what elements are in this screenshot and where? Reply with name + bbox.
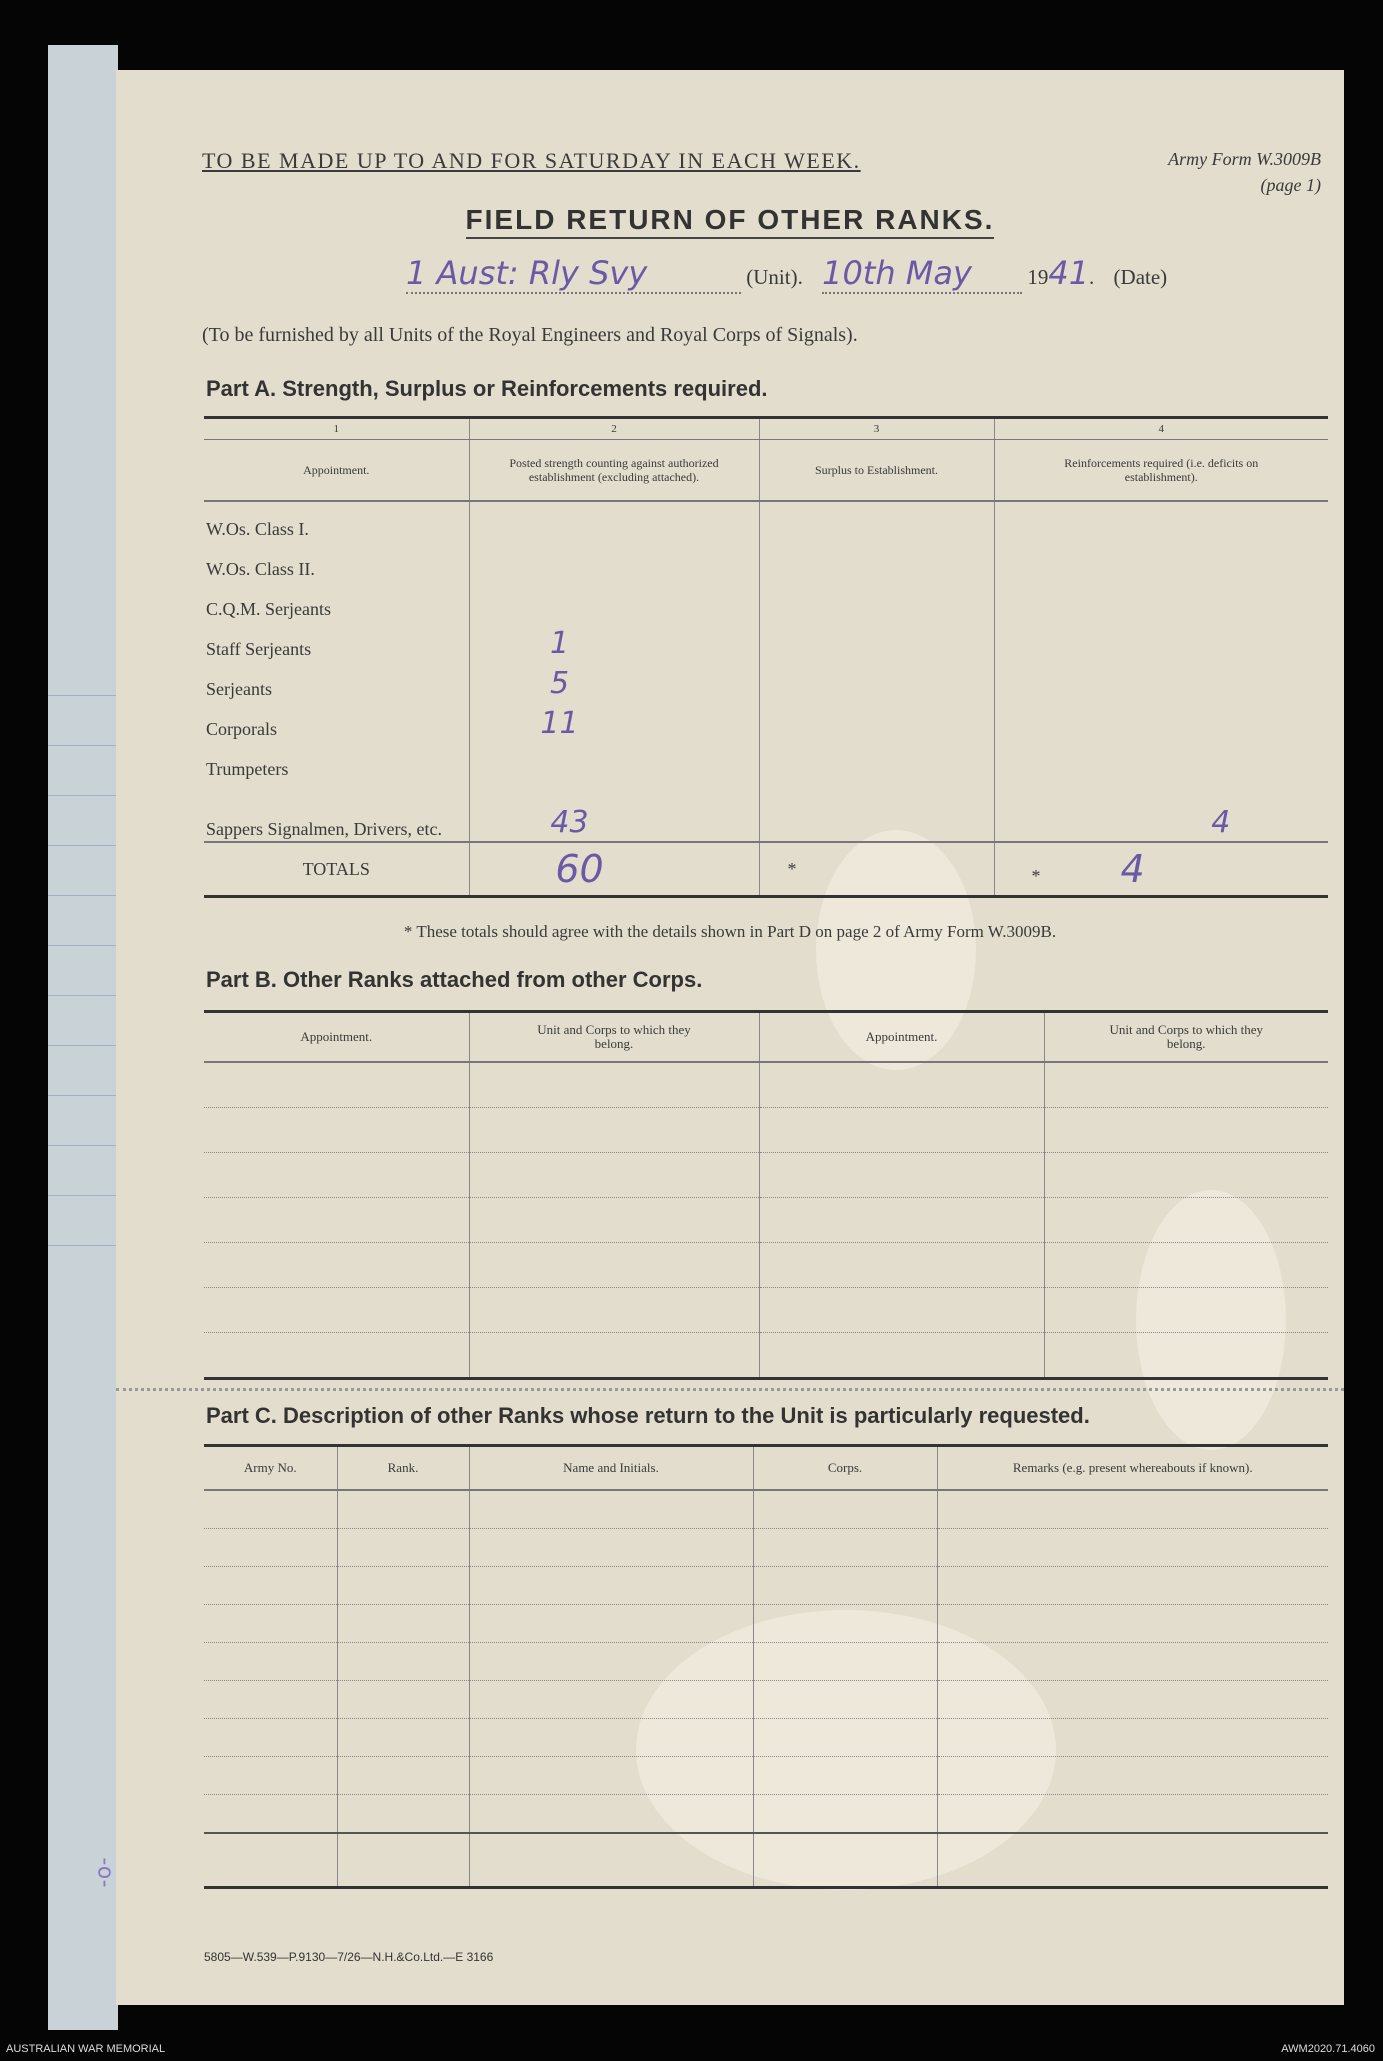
furnished-note: (To be furnished by all Units of the Royal Engineers and Royal Corps of Signals). [202,324,858,346]
table-row [204,1288,1328,1333]
table-row: Sappers Signalmen, Drivers, etc. 43 4 [204,782,1328,842]
col-header-army-no: Army No. [204,1446,337,1491]
totals-strength: 60 [469,842,759,897]
table-row [204,1643,1328,1681]
table-row [204,1108,1328,1153]
page-number: (page 1) [1260,175,1321,195]
totals-surplus-mark: * [759,842,994,897]
footer-institution: AUSTRALIAN WAR MEMORIAL [6,2043,166,2055]
instruction-heading: TO BE MADE UP TO AND FOR SATURDAY IN EACH WEEK. [202,148,861,173]
table-row [204,1062,1328,1108]
form-page [116,70,1344,2005]
table-row [204,1605,1328,1643]
part-a-heading: Part A. Strength, Surplus or Reinforcements required. [206,376,768,401]
col-number: 3 [759,418,994,440]
footer-accession: AWM2020.71.4060 [1281,2043,1375,2055]
part-b-table [204,1010,1328,1380]
col-header-unit-corps: Unit and Corps to which they belong. [469,1012,759,1063]
part-a-table [204,416,1328,898]
col-number: 1 [204,418,469,440]
table-row: C.Q.M. Serjeants [204,582,1328,622]
table-row [204,1529,1328,1567]
table-row [204,1833,1328,1888]
table-row [204,1719,1328,1757]
print-code: 5805—W.539—P.9130—7/26—N.H.&Co.Ltd.—E 3166 [204,1950,494,1964]
table-row [204,1198,1328,1243]
col-number: 4 [994,418,1328,440]
unit-date-line: 1 Aust: Rly Svy (Unit). 10th May 1941. (Date) [406,254,1168,292]
unit-value: 1 Aust: Rly Svy [406,254,648,292]
table-row [204,1795,1328,1834]
part-c-table [204,1444,1328,1889]
perforation-line [116,1388,1344,1391]
table-row: Staff Serjeants 1 [204,622,1328,662]
date-label: (Date) [1113,265,1168,289]
totals-note: * These totals should agree with the details shown in Part D on page 2 of Army Form W.3009B. [403,922,1057,941]
table-row [204,1681,1328,1719]
underlying-sheet [48,45,118,2030]
form-title: FIELD RETURN OF OTHER RANKS. [116,204,1344,236]
table-row: Trumpeters [204,742,1328,782]
table-row [204,1243,1328,1288]
year-prefix: 19 [1027,265,1049,289]
col-header-appointment: Appointment. [204,1012,469,1063]
col-header-rank: Rank. [337,1446,469,1491]
col-header-name: Name and Initials. [469,1446,753,1491]
col-header-appointment: Appointment. [759,1012,1044,1063]
part-c-heading: Part C. Description of other Ranks whose return to the Unit is particularly requested. [206,1403,1090,1428]
table-row [204,1757,1328,1795]
date-value: 10th May [822,254,972,292]
col-header-strength: Posted strength counting against authorized establishment (excluding attached). [469,440,759,502]
col-header-appointment: Appointment. [204,440,469,502]
table-row: Corporals 11 [204,702,1328,742]
pencil-mark: -o- [92,1857,118,1888]
col-number: 2 [469,418,759,440]
form-number: Army Form W.3009B [1168,149,1321,169]
unit-label: (Unit). [746,265,803,289]
form-number-block [1111,146,1321,198]
year-value: 41 [1048,254,1090,292]
table-row [204,1333,1328,1379]
totals-row [204,842,1328,897]
col-header-unit-corps: Unit and Corps to which they belong. [1044,1012,1328,1063]
totals-label: TOTALS [204,842,469,897]
table-row [204,1153,1328,1198]
table-row: W.Os. Class I. [204,501,1328,542]
part-b-heading: Part B. Other Ranks attached from other Corps. [206,967,703,992]
table-row: Serjeants 5 [204,662,1328,702]
table-row [204,1567,1328,1605]
col-header-reinforcements: Reinforcements required (i.e. deficits on establishment). [994,440,1328,502]
table-row: W.Os. Class II. [204,542,1328,582]
col-header-corps: Corps. [753,1446,937,1491]
col-header-surplus: Surplus to Establishment. [759,440,994,502]
totals-reinforcements: * 4 [994,842,1328,897]
table-row [204,1490,1328,1529]
col-header-remarks: Remarks (e.g. present whereabouts if known). [937,1446,1328,1491]
